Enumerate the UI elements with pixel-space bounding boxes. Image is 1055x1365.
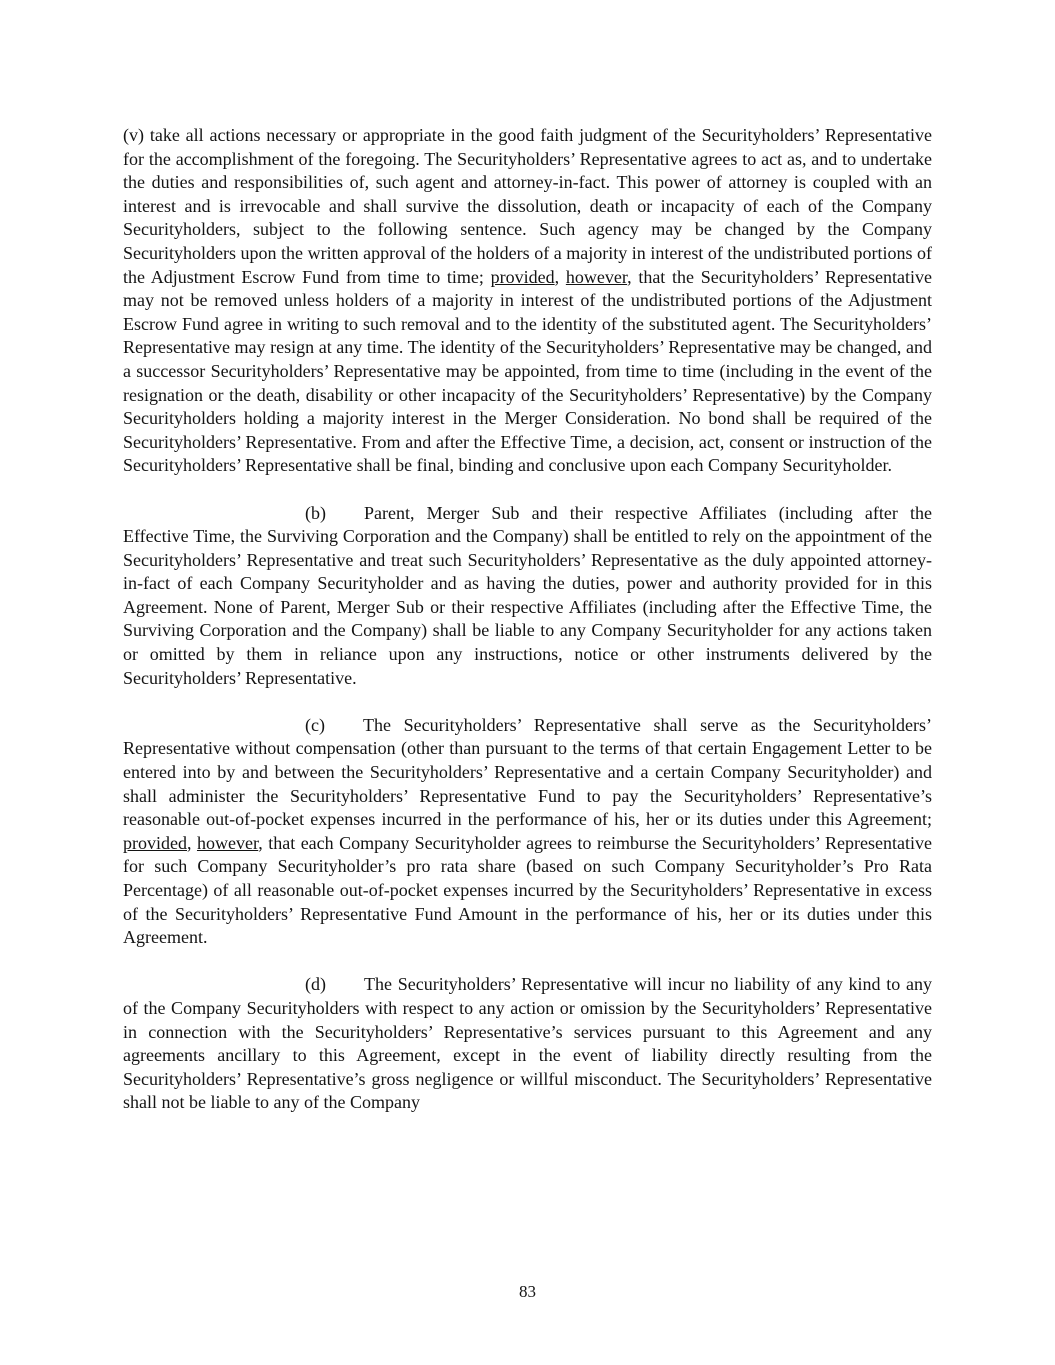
text-run: The Securityholders’ Representative shall serve as the Securityholders’ Representative without compensation (other than pursuant to the terms of that certain Engagement Letter to be entered into by and between the Securityholders’ Representative and a certain Company Securityholder) and shall administer the Securityholders’ Representative Fund to pay the Securityholders’ Representative’s reasonable out-of-pocket expenses incurred in the performance of his, her or its duties under this Agreement; <box>123 714 932 830</box>
underlined-term: however <box>565 266 628 287</box>
paragraph-d <box>123 973 932 1115</box>
text-run: Parent, Merger Sub and their respective Affiliates (including after the Effective Time, the Surviving Corporation and the Company) shall be entitled to rely on the appointment of the Securityholders’ Representative and treat such Securityholders’ Representative as the duly appointed attorney-in-fact of each Company Securityholder and as having the duties, power and authority provided for in this Agreement. None of Parent, Merger Sub or their respective Affiliates (including after the Effective Time, the Surviving Corporation and the Company) shall be liable to any Company Securityholder for any actions taken or omitted by them in reliance upon any instructions, notice or other instruments delivered by the Securityholders’ Representative. <box>123 502 932 688</box>
page-number: 83 <box>519 1282 536 1301</box>
text-run: , that the Securityholders’ Representative may not be removed unless holders of a majority in interest of the undistributed portions of the Adjustment Escrow Fund agree in writing to such removal and to the identity of the substituted agent. The Securityholders’ Representative may resign at any time. The identity of the Securityholders’ Representative may be changed, and a successor Securityholders’ Representative may be appointed, from time to time (including in the event of the resignation or the death, disability or other incapacity of the Securityholders’ Representative) by the Company Securityholders holding a majority interest in the Merger Consideration. No bond shall be required of the Securityholders’ Representative. From and after the Effective Time, a decision, act, consent or instruction of the Securityholders’ Representative shall be final, binding and conclusive upon each Company Securityholder. <box>123 266 933 476</box>
text-run: The Securityholders’ Representative will incur no liability of any kind to any of the Company Securityholders with respect to any action or omission by the Securityholders’ Representative in connection with the Securityholders’ Representative’s services pursuant to this Agreement and any agreements ancillary to this Agreement, except in the event of liability directly resulting from the Securityholders’ Representative’s gross negligence or willful misconduct. The Securityholders’ Representative shall not be liable to any of the Company <box>123 974 932 1113</box>
paragraph-label: (c) <box>305 714 325 735</box>
underlined-term: provided <box>490 266 555 287</box>
document-body <box>123 124 932 1139</box>
text-run: , <box>554 266 566 287</box>
paragraph-label: (b) <box>305 502 326 523</box>
underlined-term: however <box>196 832 259 853</box>
underlined-term: provided <box>123 832 187 853</box>
paragraph-b <box>123 502 932 691</box>
paragraph-c <box>123 714 932 950</box>
paragraph-label: (d) <box>305 974 326 995</box>
paragraph-clause-v <box>123 124 932 478</box>
text-run: (v) take all actions necessary or appropriate in the good faith judgment of the Securityholders’ Representative for the accomplishment of the foregoing. The Securityholders’ Representative agrees to act as, and to undertake the duties and responsibilities of, such agent and attorney-in-fact. This power of attorney is coupled with an interest and is irrevocable and shall survive the dissolution, death or incapacity of each of the Company Securityholders, subject to the following sentence. Such agency may be changed by the Company Securityholders upon the written approval of the holders of a majority in interest of the undistributed portions of the Adjustment Escrow Fund from time to time; <box>123 125 932 287</box>
text-run: , that each Company Securityholder agrees to reimburse the Securityholders’ Representative for such Company Securityholder’s pro rata share (based on such Company Securityholder’s Pro Rata Percentage) of all reasonable out-of-pocket expenses incurred by the Securityholders’ Representative in excess of the Securityholders’ Representative Fund Amount in the performance of his, her or its duties under this Agreement. <box>123 832 932 948</box>
text-run: , <box>186 832 197 853</box>
